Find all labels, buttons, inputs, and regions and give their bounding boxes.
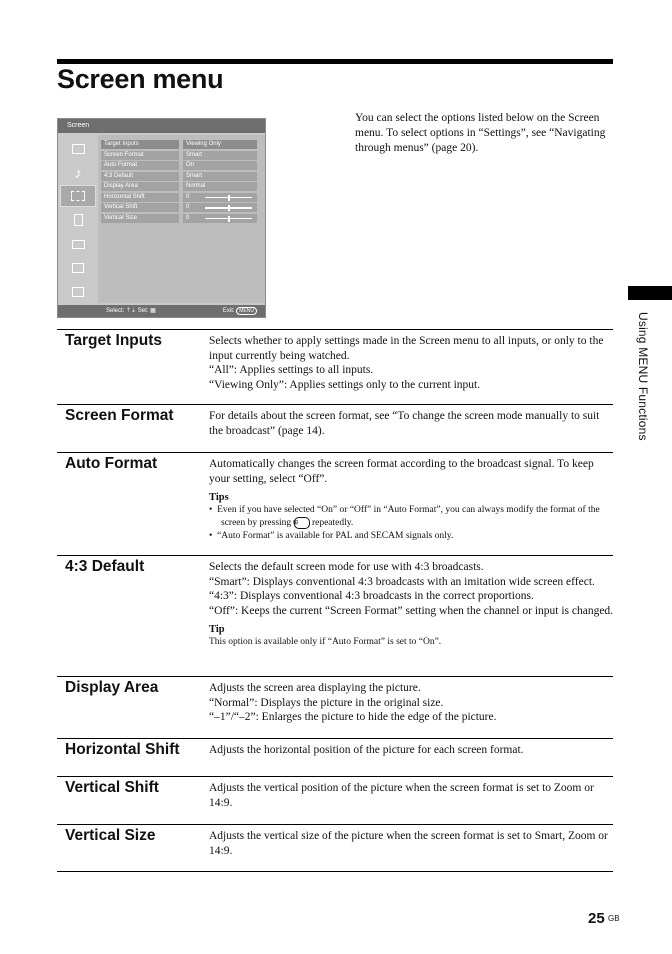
osd-row [101, 151, 257, 160]
side-section-label: Using MENU Functions [636, 312, 650, 441]
osd-row-value: On [183, 161, 257, 170]
tip-heading: Tip [209, 624, 225, 635]
section-title: Display Area [65, 679, 159, 696]
section-body: Selects whether to apply settings made in the Screen menu to all inputs, or only to the input currently being watched. “All”: Applies settings to all inputs. “Viewing Only”: Applies settings only to the current input. [209, 335, 604, 391]
osd-row-value: Viewing Only [183, 140, 257, 149]
page-number-suffix: GB [608, 914, 620, 923]
arrow-up-down-icon: ⇡⇣ [126, 308, 137, 314]
footer-set-label: Set: [137, 308, 149, 314]
osd-row [101, 140, 257, 149]
osd-row-label: 4:3 Default [101, 172, 179, 181]
footer-select-label: Select: [106, 308, 125, 314]
osd-row [101, 193, 257, 202]
section-display-area [57, 676, 613, 739]
section-horizontal-shift [57, 738, 613, 777]
osd-screen-menu-screenshot [57, 118, 266, 318]
tips-heading: Tips [209, 492, 229, 503]
enter-key-icon: ▦ [150, 308, 156, 314]
pc-icon [60, 233, 96, 255]
page-number: 25 [588, 910, 605, 927]
slider-knob [228, 195, 230, 201]
osd-row-label: Horizontal Shift [101, 193, 179, 202]
section-target-inputs [57, 329, 613, 405]
section-body: Automatically changes the screen format according to the broadcast signal. To keep your setting, select “Off”. Tips • Even if you have selected “On” or “Off” in “Auto Format”, you can always modify the format of the screen by pressing ⊞ repeatedly. • “Auto Format” is available for PAL and SECAM signals only. [209, 457, 614, 543]
osd-icon-column [60, 135, 96, 305]
page-title: Screen menu [57, 64, 224, 94]
screen-icon [60, 185, 96, 207]
tip-bullet: • “Auto Format” is available for PAL and SECAM signals only. [209, 531, 454, 542]
osd-slider [205, 218, 252, 220]
section-body: Adjusts the vertical position of the picture when the screen format is set to Zoom or 14:9. [209, 782, 594, 809]
screen-format-button-icon: ⊞ [294, 517, 310, 529]
menu-key-icon: MENU [236, 307, 257, 315]
section-title: Auto Format [65, 455, 158, 472]
osd-slider [205, 197, 252, 199]
section-body: Adjusts the vertical size of the picture when the screen format is set to Smart, Zoom or 14:9. [209, 830, 608, 857]
section-title: Horizontal Shift [65, 741, 180, 758]
osd-row-value: 0 [183, 214, 257, 223]
osd-row-value: Normal [183, 182, 257, 191]
osd-header: Screen [58, 119, 265, 133]
section-title: Vertical Size [65, 827, 156, 844]
footer-exit-label: Exit: [222, 308, 235, 314]
section-title: Screen Format [65, 407, 174, 424]
osd-footer [58, 305, 265, 317]
osd-row-value: Smart [183, 151, 257, 160]
section-body: For details about the screen format, see “To change the screen mode manually to suit the broadcast” (page 14). [209, 410, 600, 437]
osd-row [101, 203, 257, 212]
osd-row [101, 214, 257, 223]
osd-row-label: Vertical Shift [101, 203, 179, 212]
section-title: Target Inputs [65, 332, 163, 349]
osd-settings-panel [98, 135, 265, 303]
slider-knob [228, 216, 230, 222]
settings-icon [60, 209, 96, 231]
slider-knob [228, 205, 230, 211]
section-body: Adjusts the horizontal position of the picture for each screen format. [209, 744, 524, 756]
picture-icon [60, 138, 96, 160]
osd-slider [205, 207, 252, 209]
section-body: Selects the default screen mode for use with 4:3 broadcasts. “Smart”: Displays conventional 4:3 broadcasts with an imitation wide screen effect. “4:3”: Displays conventional 4:3 broadcasts in the correct proportions. “Off”: Keeps the current “Screen Format” setting when the channel or input is changed. Tip This option is available only if “Auto Format” is set to “On”. [209, 561, 614, 647]
pip-icon [60, 257, 96, 279]
section-title: Vertical Shift [65, 779, 159, 796]
osd-row-value: Smart [183, 172, 257, 181]
section-vertical-shift [57, 776, 613, 825]
section-screen-format [57, 404, 613, 453]
osd-row-label: Target Inputs [101, 140, 179, 149]
osd-row-label: Vertical Size [101, 214, 179, 223]
sound-icon: ♪ [74, 164, 82, 182]
bottom-rule [57, 871, 613, 872]
side-tab-marker [628, 286, 672, 300]
intro-text: You can select the options listed below on the Screen menu. To select options in “Settings”, see “Navigating through menus” (page 20). [355, 112, 606, 154]
osd-row-value: 0 [183, 193, 257, 202]
osd-footer-exit [223, 305, 257, 317]
osd-footer-hints [106, 305, 156, 317]
osd-row [101, 161, 257, 170]
section-vertical-size [57, 824, 613, 872]
section-title: 4:3 Default [65, 558, 145, 575]
tip-text: This option is available only if “Auto Format” is set to “On”. [209, 637, 442, 647]
pip-icon [60, 281, 96, 303]
osd-row-label: Display Area [101, 182, 179, 191]
section-auto-format [57, 452, 613, 556]
osd-row-value: 0 [183, 203, 257, 212]
section-body: Adjusts the screen area displaying the picture. “Normal”: Displays the picture in the original size. “–1”/“–2”: Enlarges the picture to hide the edge of the picture. [209, 682, 497, 723]
osd-row [101, 182, 257, 191]
osd-row-label: Auto Format [101, 161, 179, 170]
osd-row-label: Screen Format [101, 151, 179, 160]
osd-row [101, 172, 257, 181]
tip-bullet: • Even if you have selected “On” or “Off” in “Auto Format”, you can always modify the format of the screen by pressing ⊞ repeatedly. [209, 505, 600, 529]
section-4-3-default [57, 555, 613, 676]
